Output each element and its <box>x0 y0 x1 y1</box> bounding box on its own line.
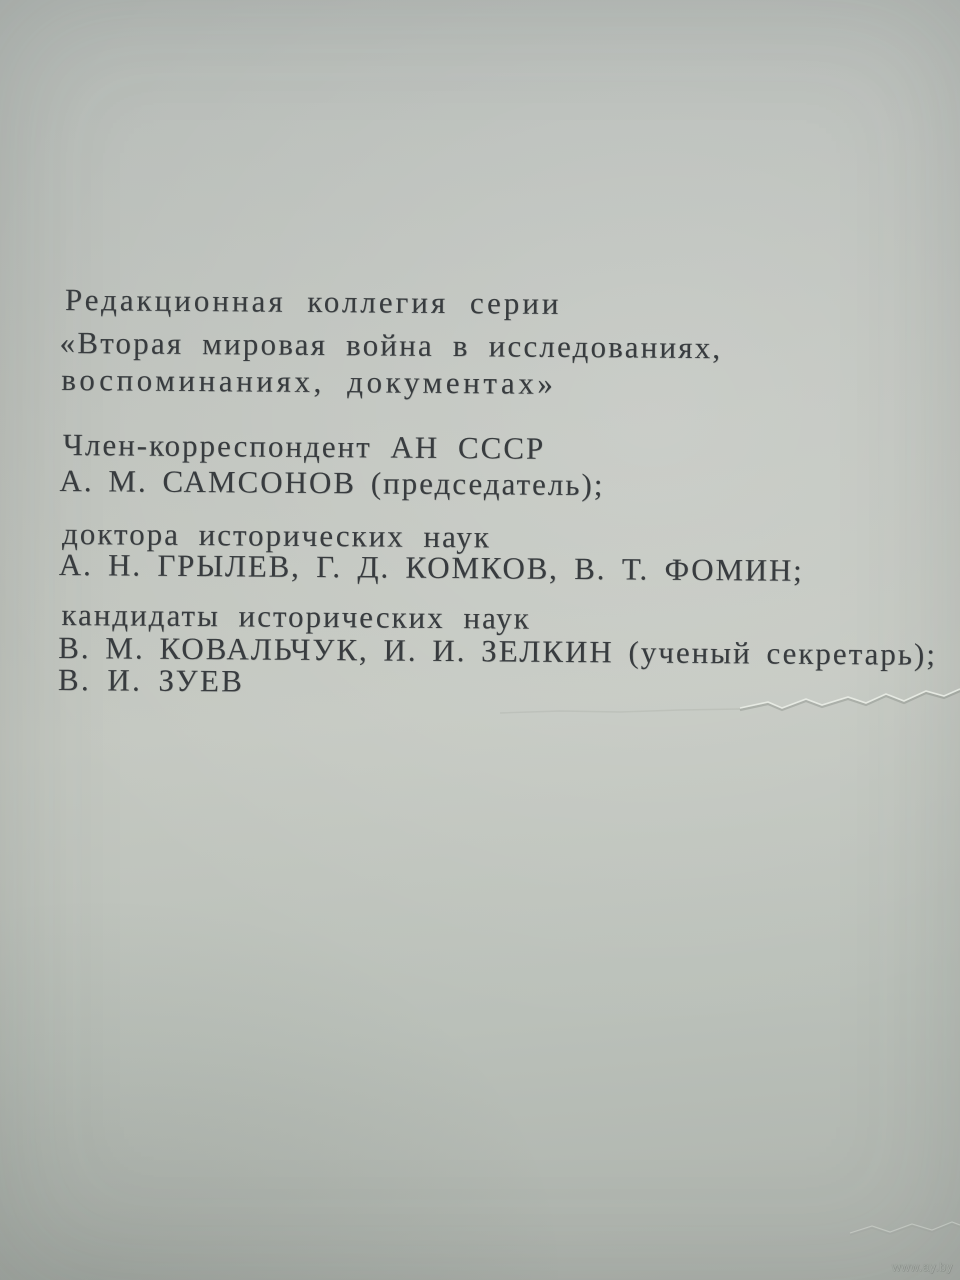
series-heading-line-2: «Вторая мировая война в исследованиях, <box>59 324 723 366</box>
watermark: www.ay.by <box>892 1260 953 1274</box>
board-names-doctors: А. Н. ГРЫЛЕВ, Г. Д. КОМКОВ, В. Т. ФОМИН; <box>58 546 804 588</box>
series-heading-line-1: Редакционная коллегия серии <box>64 282 562 321</box>
series-heading-line-3: воспоминаниях, документах» <box>61 361 557 401</box>
board-names-candidates-line-1: В. М. КОВАЛЬЧУК, И. И. ЗЕЛКИН (ученый секретарь); <box>58 629 938 672</box>
board-names-candidates-line-2: В. И. ЗУЕВ <box>57 661 245 699</box>
board-rank-corresponding-member: Член-корреспондент АН СССР <box>62 426 546 466</box>
board-rank-doctors: доктора исторических наук <box>61 515 491 555</box>
board-names-chairman: А. М. САМСОНОВ (председатель); <box>59 462 605 503</box>
board-rank-candidates: кандидаты исторических наук <box>61 596 531 636</box>
